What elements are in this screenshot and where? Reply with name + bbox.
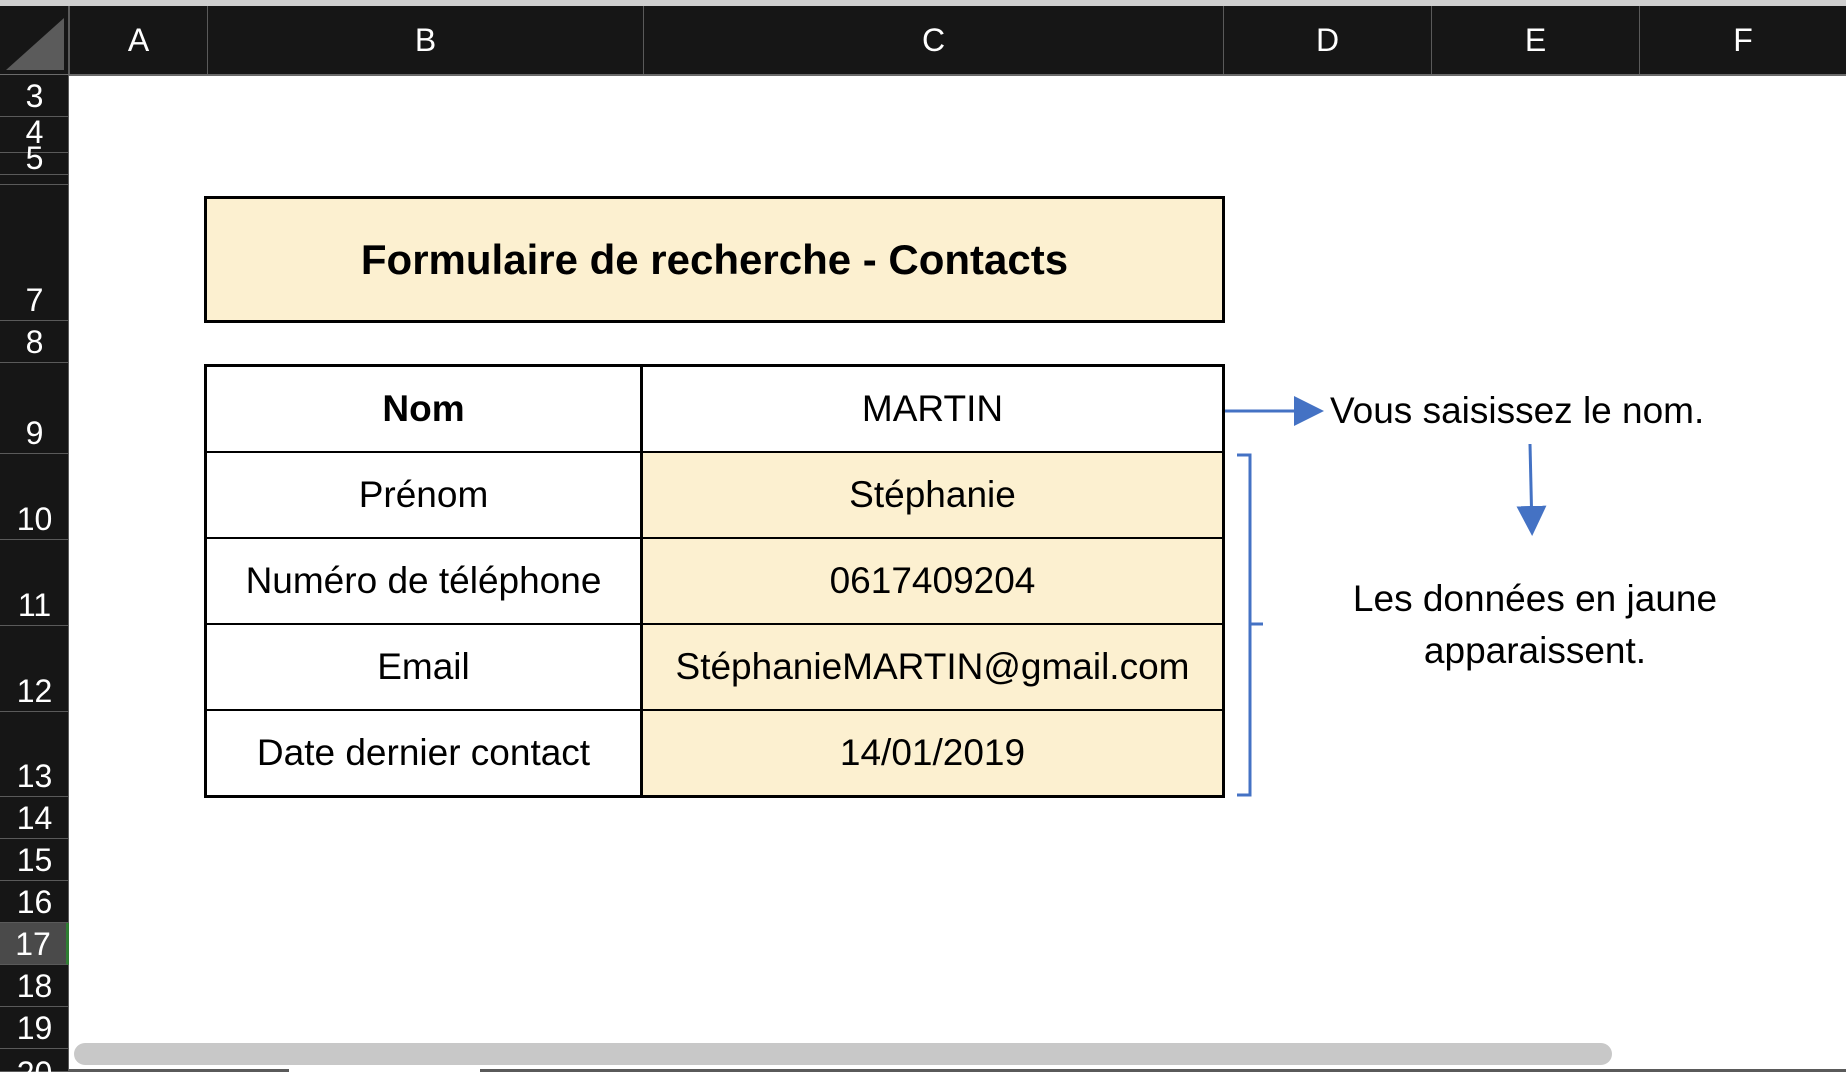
sheet-tab-border-right: [480, 1069, 1846, 1072]
contact-form-table: [204, 364, 1225, 798]
value-date[interactable]: 14/01/2019: [643, 711, 1222, 795]
form-row-prenom: [207, 453, 1222, 539]
label-date[interactable]: Date dernier contact: [207, 711, 643, 795]
column-header-f[interactable]: F: [1639, 6, 1846, 74]
row-number: 11: [17, 587, 52, 623]
row-number: 17: [15, 926, 51, 962]
output-note-line2[interactable]: apparaissent.: [1423, 630, 1647, 671]
row-header-8[interactable]: [0, 321, 69, 363]
horizontal-scrollbar-thumb[interactable]: [74, 1043, 1612, 1065]
row-header-15[interactable]: [0, 839, 69, 881]
row-header-11[interactable]: [0, 540, 69, 626]
row-number: 8: [25, 324, 44, 360]
column-header-a[interactable]: A: [69, 6, 207, 74]
row-header-9[interactable]: [0, 363, 69, 454]
row-number: 15: [16, 842, 53, 878]
value-prenom[interactable]: Stéphanie: [643, 453, 1222, 537]
down-arrow: [1530, 444, 1532, 530]
row-header-19[interactable]: [0, 1007, 69, 1049]
column-header-d[interactable]: D: [1223, 6, 1431, 74]
row-header-18[interactable]: [0, 965, 69, 1007]
column-header-e[interactable]: E: [1431, 6, 1639, 74]
label-prenom[interactable]: Prénom: [207, 453, 643, 537]
row-header-17[interactable]: [0, 923, 69, 965]
form-row-date: [207, 711, 1222, 795]
input-nom[interactable]: MARTIN: [861, 388, 1004, 429]
row-number: 19: [16, 1010, 53, 1046]
form-row-telephone: [207, 539, 1222, 625]
form-row-nom: [207, 367, 1222, 453]
value-email[interactable]: StéphanieMARTIN@gmail.com: [643, 625, 1222, 709]
row-number: 7: [25, 282, 44, 318]
row-header-6[interactable]: [0, 175, 69, 185]
row-header-16[interactable]: [0, 881, 69, 923]
row-header-14[interactable]: [0, 797, 69, 839]
select-all-corner[interactable]: [0, 6, 69, 74]
row-header-5[interactable]: [0, 140, 69, 176]
row-number: 20: [16, 1055, 53, 1091]
row-number: 14: [16, 800, 53, 836]
select-all-icon: [6, 18, 64, 70]
row-number: 4: [25, 114, 44, 150]
form-title[interactable]: Formulaire de recherche - Contacts: [204, 196, 1225, 323]
label-nom[interactable]: Nom: [207, 367, 643, 451]
label-email[interactable]: Email: [207, 625, 643, 709]
row-header-13[interactable]: [0, 712, 69, 797]
row-header-3[interactable]: [0, 75, 69, 117]
value-telephone[interactable]: 0617409204: [643, 539, 1222, 623]
row-number: 13: [16, 758, 53, 794]
row-header-7[interactable]: [0, 185, 69, 321]
row-number: 18: [16, 968, 53, 1004]
column-header-c[interactable]: C: [643, 6, 1223, 74]
row-number: 10: [16, 501, 53, 537]
row-number: 3: [25, 78, 44, 114]
row-number: 12: [16, 673, 53, 709]
column-header-b[interactable]: B: [207, 6, 643, 74]
row-header-20[interactable]: [0, 1049, 69, 1091]
label-telephone[interactable]: Numéro de téléphone: [207, 539, 643, 623]
input-note[interactable]: Vous saisissez le nom.: [1330, 390, 1705, 431]
form-row-email: [207, 625, 1222, 711]
row-number: 16: [16, 884, 53, 920]
row-header-12[interactable]: [0, 626, 69, 712]
row-header-10[interactable]: [0, 454, 69, 540]
output-note-line1[interactable]: Les données en jaune: [1352, 578, 1718, 619]
sheet-tab-border-left: [69, 1069, 289, 1072]
row-number: 5: [25, 140, 44, 176]
bracket: [1237, 455, 1263, 795]
row-number: 9: [25, 415, 44, 451]
